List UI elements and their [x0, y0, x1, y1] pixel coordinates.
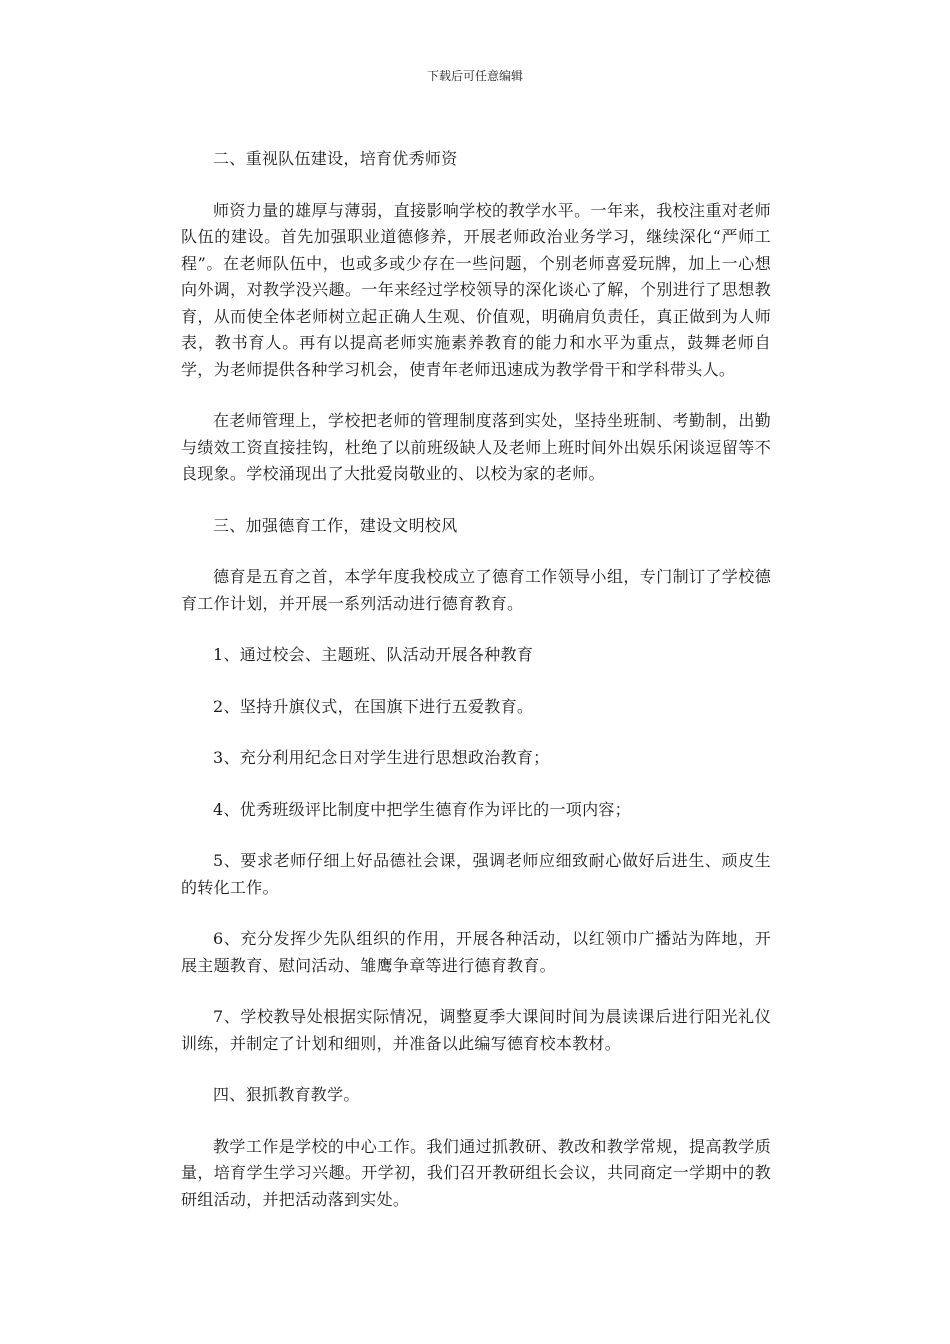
paragraph: 师资力量的雄厚与薄弱，直接影响学校的教学水平。一年来，我校注重对老师队伍的建设。首先加强职业道德修养，开展老师政治业务学习，继续深化“严师工程”。在老师队伍中，也或多或少存在一些问题，个别老师喜爱玩牌，加上一心想向外调，对教学没兴趣。一年来经过学校领导的深化谈心了解，个别进行了思想教育，从而使全体老师树立起正确人生观、价值观，明确肩负责任，真正做到为人师表，教书育人。再有以提高老师实施素养教育的能力和水平为重点，鼓舞老师自学，为老师提供各种学习机会，使青年老师迅速成为教学骨干和学科带头人。 [181, 200, 771, 379]
document-body [181, 146, 771, 1238]
section-heading-4: 四、狠抓教育教学。 [213, 1085, 360, 1104]
list-item: 4、优秀班级评比制度中把学生德育作为评比的一项内容； [213, 799, 631, 819]
paragraph: 在老师管理上，学校把老师的管理制度落到实处，坚持坐班制、考勤制，出勤与绩效工资直接挂钩，杜绝了以前班级缺人及老师上班时间外出娱乐闲谈逗留等不良现象。学校涌现出了大批爱岗敬业的、以校为家的老师。 [181, 411, 771, 483]
section-heading-3: 三、加强德育工作，建设文明校风 [213, 515, 458, 535]
list-item: 6、充分发挥少先队组织的作用，开展各种活动，以红领巾广播站为阵地，开展主题教育、慰问活动、雏鹰争章等进行德育教育。 [181, 929, 771, 975]
section-heading-2: 二、重视队伍建设，培育优秀师资 [213, 149, 458, 168]
list-item: 5、要求老师仔细上好品德社会课，强调老师应细致耐心做好后进生、顽皮生的转化工作。 [181, 851, 771, 897]
paragraph: 德育是五育之首，本学年度我校成立了德育工作领导小组，专门制订了学校德育工作计划，并开展一系列活动进行德育教育。 [181, 567, 771, 613]
list-item: 7、学校教导处根据实际情况，调整夏季大课间时间为晨读课后进行阳光礼仪训练，并制定了计划和细则，并准备以此编写德育校本教材。 [181, 1007, 771, 1053]
list-item: 3、充分利用纪念日对学生进行思想政治教育； [213, 748, 550, 767]
list-item: 1、通过校会、主题班、队活动开展各种教育 [213, 645, 534, 664]
paragraph: 教学工作是学校的中心工作。我们通过抓教研、教改和教学常规，提高教学质量，培育学生学习兴趣。开学初，我们召开教研组长会议，共同商定一学期中的教研组活动，并把活动落到实处。 [181, 1136, 771, 1209]
header-note: 下载后可任意编辑 [426, 69, 523, 83]
list-item: 2、坚持升旗仪式，在国旗下进行五爱教育。 [213, 696, 534, 716]
